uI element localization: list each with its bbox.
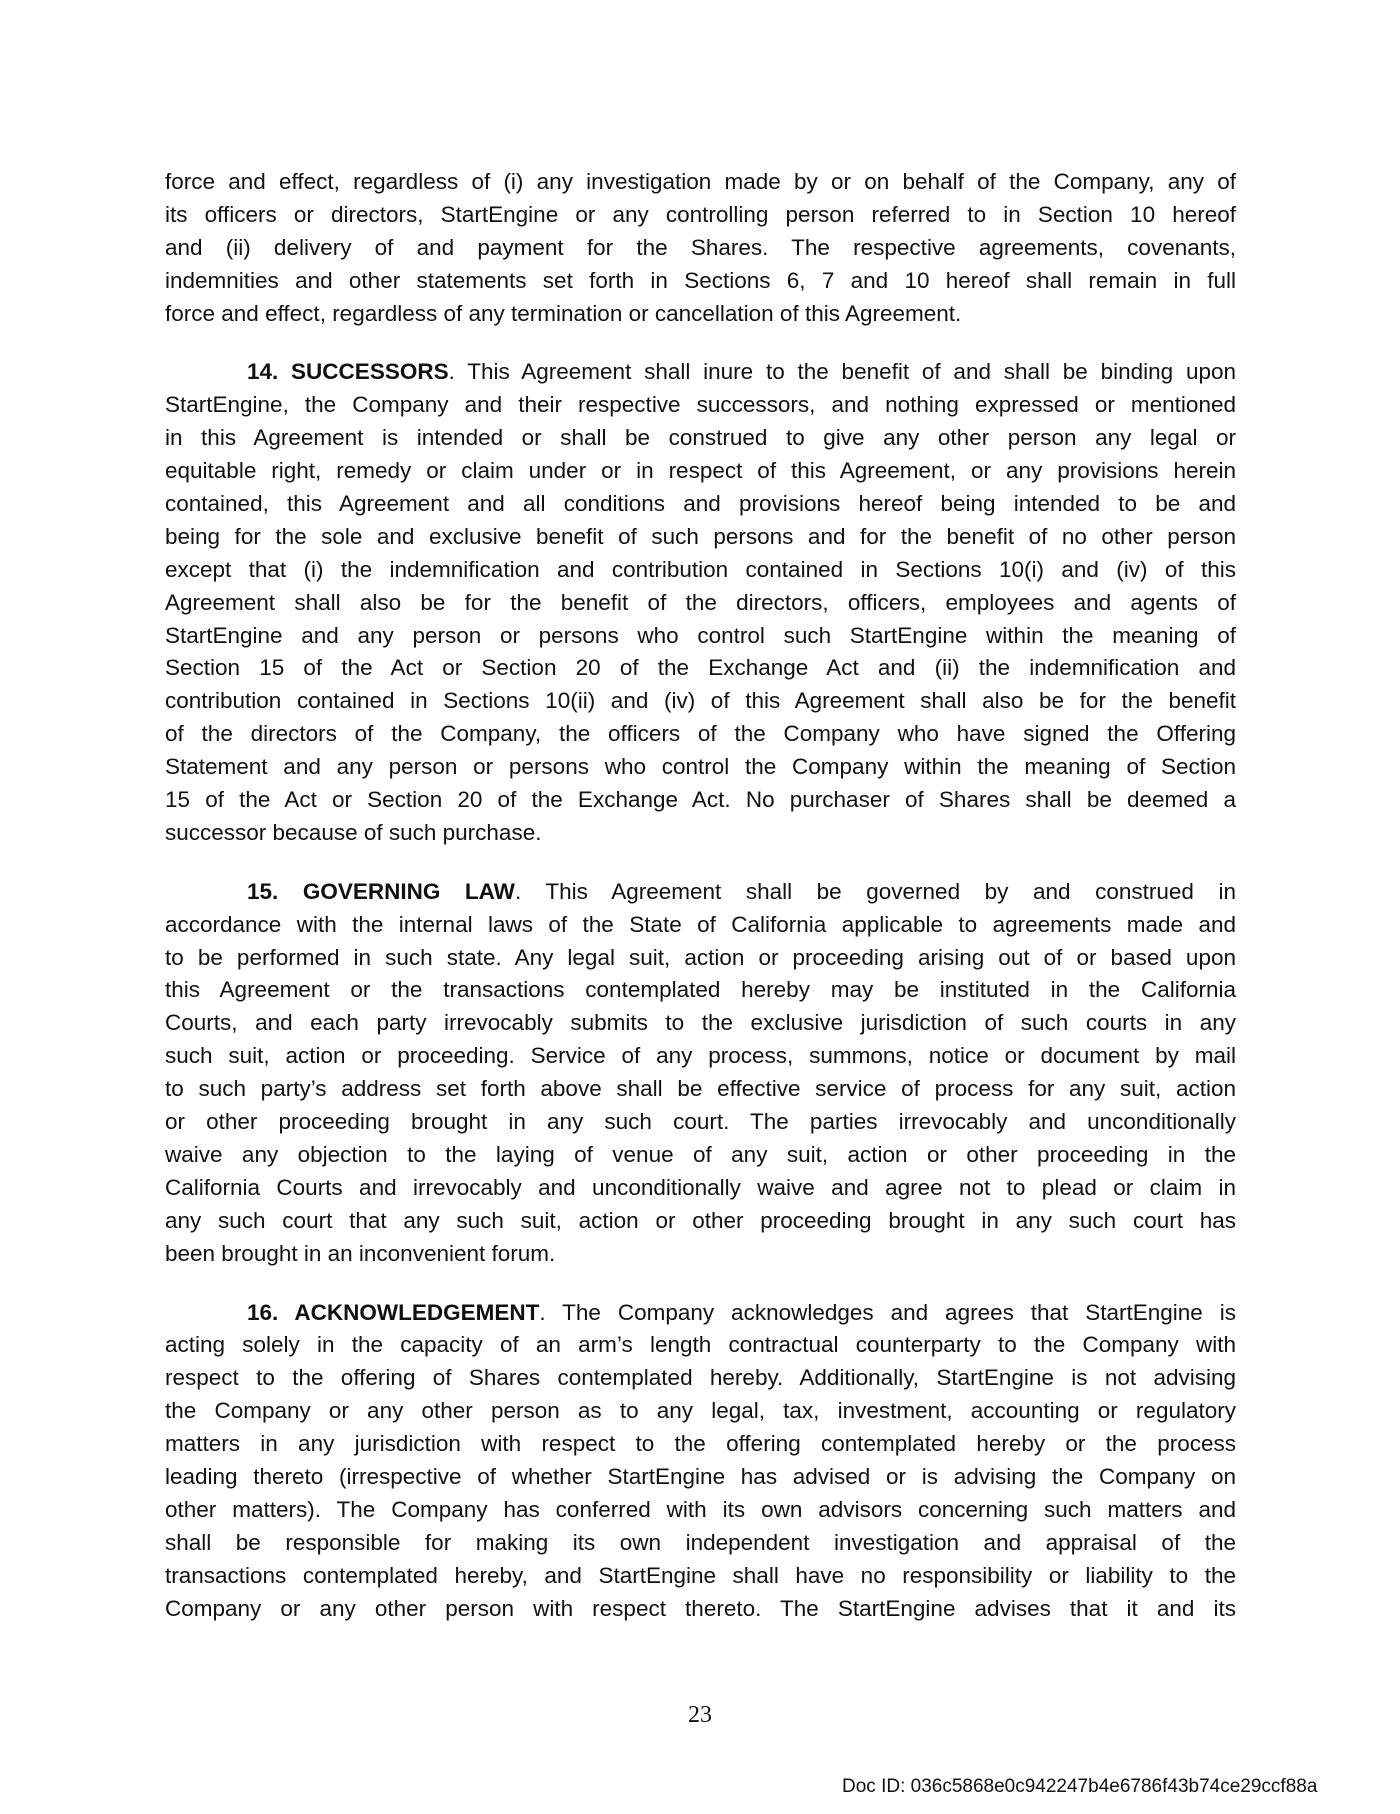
text-line	[165, 1428, 1236, 1461]
line-text: matters in any jurisdiction with respect to the offering contemplated hereby or the process	[165, 1431, 1236, 1457]
line-text: waive any objection to the laying of venue of any suit, action or other proceeding in the	[165, 1141, 1236, 1167]
line-text: California Courts and irrevocably and unconditionally waive and agree not to plead or claim in	[165, 1174, 1236, 1200]
line-text: transactions contemplated hereby, and StartEngine shall have no responsibility or liability to the	[165, 1562, 1236, 1588]
line-text: 15 of the Act or Section 20 of the Exchange Act. No purchaser of Shares shall be deemed a	[165, 787, 1236, 813]
line-text: this Agreement or the transactions contemplated hereby may be instituted in the California	[165, 977, 1236, 1003]
text-line	[165, 784, 1236, 817]
section-15	[165, 876, 1236, 1271]
text-line	[165, 298, 1236, 331]
text-line	[165, 1172, 1236, 1205]
text-line	[165, 587, 1236, 620]
line-text: force and effect, regardless of (i) any investigation made by or on behalf of the Company, any of	[165, 169, 1236, 194]
document-body	[165, 166, 1236, 1651]
line-text: except that (i) the indemnification and contribution contained in Sections 10(i) and (iv) of this	[165, 556, 1236, 582]
text-line	[165, 455, 1236, 488]
line-text: StartEngine and any person or persons who control such StartEngine within the meaning of	[165, 622, 1236, 648]
text-line	[165, 1395, 1236, 1428]
text-line	[165, 1139, 1236, 1172]
text-line	[165, 1238, 1236, 1271]
section-14	[165, 356, 1236, 849]
line-text: being for the sole and exclusive benefit of such persons and for the benefit of no other person	[165, 523, 1236, 549]
line-text: to such party’s address set forth above shall be effective service of process for any suit, action	[165, 1076, 1236, 1102]
line-text: in this Agreement is intended or shall be construed to give any other person any legal or	[165, 425, 1236, 451]
line-text: and (ii) delivery of and payment for the Shares. The respective agreements, covenants,	[165, 234, 1236, 260]
text-line	[165, 1329, 1236, 1362]
line-text: of the directors of the Company, the officers of the Company who have signed the Offering	[165, 721, 1236, 747]
line-text: Agreement shall also be for the benefit of the directors, officers, employees and agents of	[165, 589, 1236, 615]
text-line	[165, 974, 1236, 1007]
section-heading: 16. ACKNOWLEDGEMENT	[247, 1299, 540, 1325]
line-text: . The Company acknowledges and agrees that StartEngine is	[539, 1299, 1236, 1325]
line-text: or other proceeding brought in any such court. The parties irrevocably and unconditionally	[165, 1109, 1236, 1135]
line-text: been brought in an inconvenient forum.	[165, 1240, 556, 1266]
line-text: Courts, and each party irrevocably submits to the exclusive jurisdiction of such courts in any	[165, 1010, 1236, 1036]
text-line	[165, 685, 1236, 718]
line-text: any such court that any such suit, action or other proceeding brought in any such court has	[165, 1207, 1236, 1233]
continued-paragraph	[165, 166, 1236, 330]
line-text: shall be responsible for making its own independent investigation and appraisal of the	[165, 1529, 1236, 1555]
line-text: StartEngine, the Company and their respective successors, and nothing expressed or mentioned	[165, 392, 1236, 418]
line-text: Company or any other person with respect thereto. The StartEngine advises that it and its	[165, 1595, 1236, 1621]
line-text: Section 15 of the Act or Section 20 of the Exchange Act and (ii) the indemnification and	[165, 655, 1236, 681]
line-text: such suit, action or proceeding. Service of any process, summons, notice or document by mail	[165, 1043, 1236, 1069]
text-line	[165, 389, 1236, 422]
text-line	[165, 620, 1236, 653]
text-line	[165, 521, 1236, 554]
text-line	[165, 1297, 1236, 1330]
section-heading: 15. GOVERNING LAW	[247, 878, 515, 904]
text-line	[165, 1593, 1236, 1626]
text-line	[165, 1073, 1236, 1106]
text-line	[165, 1461, 1236, 1494]
text-line	[165, 422, 1236, 455]
text-line	[165, 232, 1236, 265]
line-text: Statement and any person or persons who control the Company within the meaning of Section	[165, 754, 1236, 780]
text-line	[165, 554, 1236, 587]
line-text: respect to the offering of Shares contemplated hereby. Additionally, StartEngine is not advising	[165, 1365, 1236, 1391]
line-text: . This Agreement shall inure to the benefit of and shall be binding upon	[448, 359, 1236, 385]
section-heading: 14. SUCCESSORS	[247, 359, 449, 385]
text-line	[165, 199, 1236, 232]
line-text: leading thereto (irrespective of whether StartEngine has advised or is advising the Company on	[165, 1463, 1236, 1489]
doc-id-footer: Doc ID: 036c5868e0c942247b4e6786f43b74ce29ccf88a	[842, 1776, 1318, 1797]
text-line	[165, 1007, 1236, 1040]
text-line	[165, 166, 1236, 199]
line-text: other matters). The Company has conferred with its own advisors concerning such matters and	[165, 1496, 1236, 1522]
line-text: force and effect, regardless of any termination or cancellation of this Agreement.	[165, 300, 962, 326]
line-text: to be performed in such state. Any legal suit, action or proceeding arising out of or based upon	[165, 944, 1236, 970]
line-text: the Company or any other person as to any legal, tax, investment, accounting or regulatory	[165, 1398, 1236, 1424]
text-line	[165, 942, 1236, 975]
text-line	[165, 488, 1236, 521]
line-text: equitable right, remedy or claim under or in respect of this Agreement, or any provisions herein	[165, 458, 1236, 484]
text-line	[165, 652, 1236, 685]
line-text: accordance with the internal laws of the State of California applicable to agreements made and	[165, 911, 1236, 937]
line-text: successor because of such purchase.	[165, 819, 542, 845]
text-line	[165, 909, 1236, 942]
line-text: contribution contained in Sections 10(ii) and (iv) of this Agreement shall also be for the benefit	[165, 688, 1236, 714]
text-line	[165, 876, 1236, 909]
text-line	[165, 1527, 1236, 1560]
line-text: contained, this Agreement and all conditions and provisions hereof being intended to be and	[165, 491, 1236, 517]
page-number: 23	[688, 1702, 712, 1728]
text-line	[165, 1560, 1236, 1593]
text-line	[165, 1362, 1236, 1395]
text-line	[165, 817, 1236, 850]
text-line	[165, 1494, 1236, 1527]
line-text: indemnities and other statements set forth in Sections 6, 7 and 10 hereof shall remain in full	[165, 267, 1236, 293]
text-line	[165, 718, 1236, 751]
line-text: . This Agreement shall be governed by and construed in	[514, 878, 1236, 904]
text-line	[165, 751, 1236, 784]
text-line	[165, 356, 1236, 389]
text-line	[165, 265, 1236, 298]
text-line	[165, 1040, 1236, 1073]
text-line	[165, 1205, 1236, 1238]
line-text: its officers or directors, StartEngine or any controlling person referred to in Section 10 hereof	[165, 201, 1236, 227]
section-16	[165, 1297, 1236, 1626]
text-line	[165, 1106, 1236, 1139]
line-text: acting solely in the capacity of an arm’s length contractual counterparty to the Company with	[165, 1332, 1236, 1358]
